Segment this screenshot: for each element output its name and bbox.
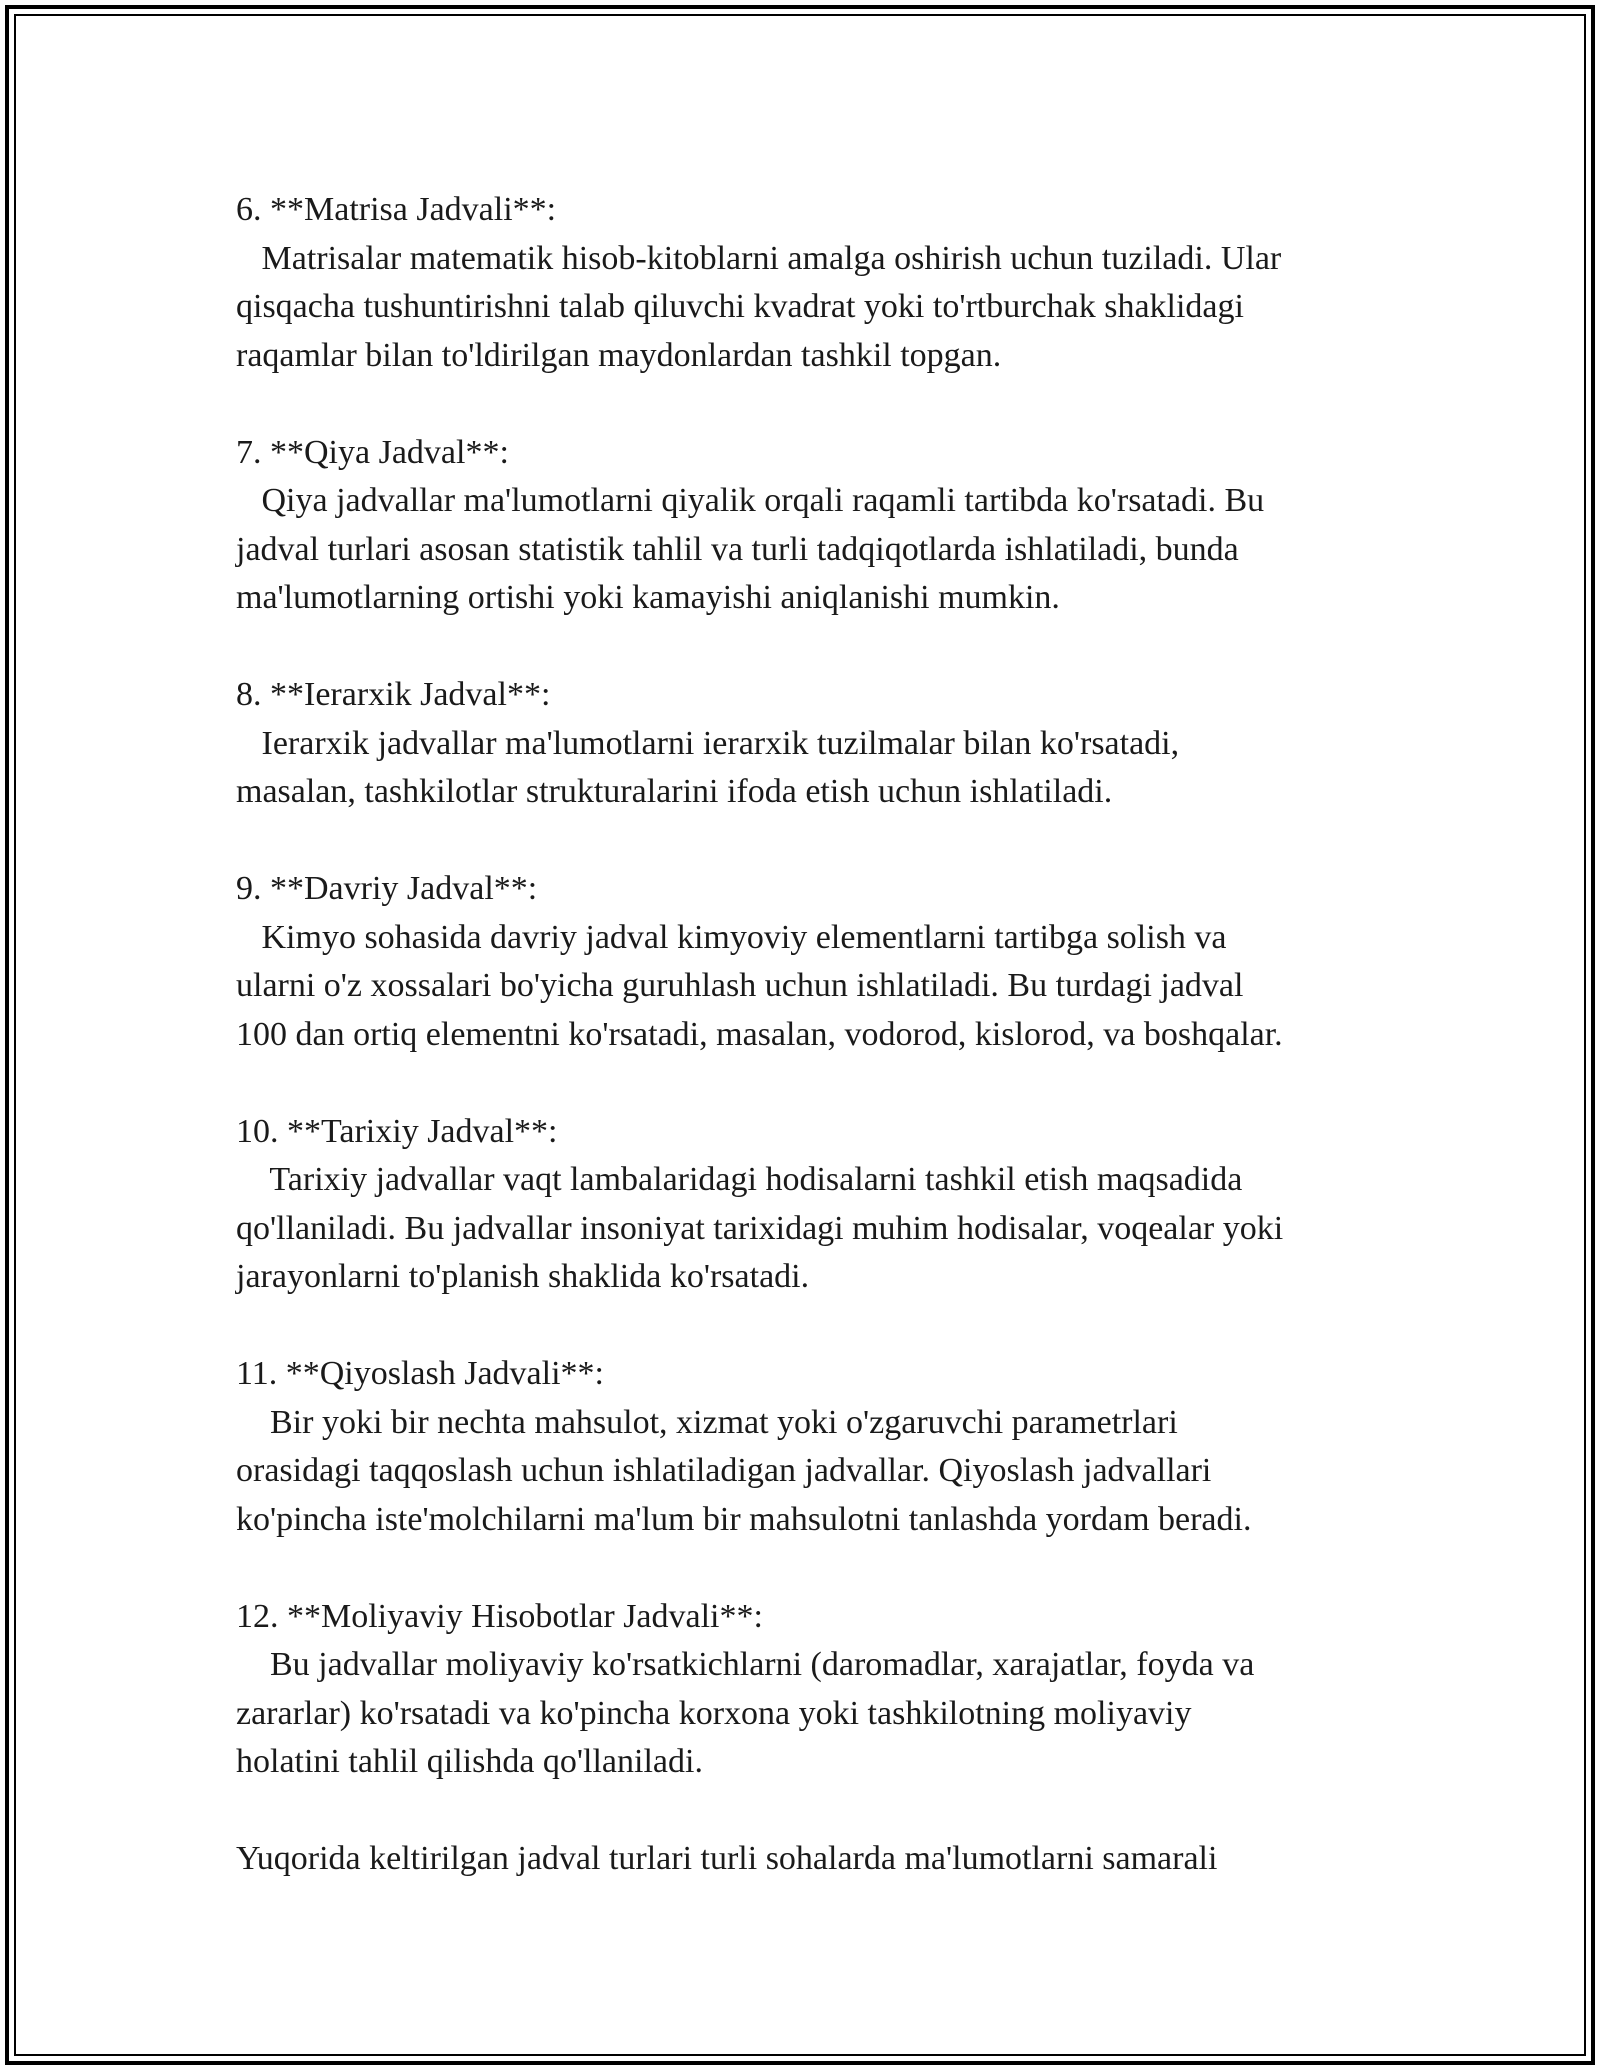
paragraph-line: raqamlar bilan to'ldirilgan maydonlardan tashkil topgan. <box>236 336 1002 374</box>
paragraph-line: qo'llaniladi. Bu jadvallar insoniyat tarixidagi muhim hodisalar, voqealar yoki <box>236 1209 1284 1247</box>
section-davriy-jadval <box>236 865 1386 1059</box>
paragraph-line: jarayonlarni to'planish shaklida ko'rsatadi. <box>236 1258 810 1295</box>
section-heading: 10. **Tarixiy Jadval**: <box>236 1112 558 1150</box>
paragraph-line: zararlar) ko'rsatadi va ko'pincha korxona yoki tashkilotning moliyaviy <box>236 1694 1192 1732</box>
section-heading: 6. **Matrisa Jadvali**: <box>236 191 557 228</box>
section-tarixiy-jadval <box>236 1108 1386 1302</box>
section-matrisa-jadvali <box>236 186 1386 380</box>
paragraph-line: qisqacha tushuntirishni talab qiluvchi kvadrat yoki to'rtburchak shaklidagi <box>236 288 1244 325</box>
paragraph-line: ularni o'z xossalari bo'yicha guruhlash uchun ishlatiladi. Bu turdagi jadval <box>236 967 1244 1004</box>
paragraph-line: jadval turlari asosan statistik tahlil va turli tadqiqotlarda ishlatiladi, bunda <box>236 530 1239 568</box>
paragraph-line: ko'pincha iste'molchilarni ma'lum bir mahsulotni tanlashda yordam beradi. <box>236 1500 1252 1538</box>
paragraph-line: 100 dan ortiq elementni ko'rsatadi, masalan, vodorod, kislorod, va boshqalar. <box>236 1015 1283 1053</box>
closing-paragraph: Yuqorida keltirilgan jadval turlari turli sohalarda ma'lumotlarni samarali <box>236 1840 1218 1877</box>
section-heading: 9. **Davriy Jadval**: <box>236 870 538 907</box>
paragraph-line: Qiya jadvallar ma'lumotlarni qiyalik orqali raqamli tartibda ko'rsatadi. Bu <box>236 482 1265 519</box>
paragraph-line: Ierarxik jadvallar ma'lumotlarni ierarxik tuzilmalar bilan ko'rsatadi, <box>236 724 1180 762</box>
section-heading: 7. **Qiya Jadval**: <box>236 433 509 471</box>
paragraph-line: Kimyo sohasida davriy jadval kimyoviy elementlarni tartibga solish va <box>236 918 1227 956</box>
paragraph-line: masalan, tashkilotlar strukturalarini ifoda etish uchun ishlatiladi. <box>236 773 1113 810</box>
paragraph-line: Tarixiy jadvallar vaqt lambalaridagi hodisalarni tashkil etish maqsadida <box>236 1161 1243 1198</box>
section-qiya-jadval <box>236 429 1386 623</box>
paragraph-line: Bir yoki bir nechta mahsulot, xizmat yoki o'zgaruvchi parametrlari <box>236 1403 1178 1441</box>
document-body <box>236 186 1386 1884</box>
paragraph-line: Matrisalar matematik hisob-kitoblarni amalga oshirish uchun tuziladi. Ular <box>236 239 1282 277</box>
paragraph-line: holatini tahlil qilishda qo'llaniladi. <box>236 1743 703 1780</box>
section-heading: 11. **Qiyoslash Jadvali**: <box>236 1355 604 1392</box>
paragraph-line: Bu jadvallar moliyaviy ko'rsatkichlarni (daromadlar, xarajatlar, foyda va <box>236 1646 1255 1683</box>
paragraph-line: ma'lumotlarning ortishi yoki kamayishi aniqlanishi mumkin. <box>236 579 1060 616</box>
section-ierarxik-jadval <box>236 671 1386 817</box>
section-heading: 12. **Moliyaviy Hisobotlar Jadvali**: <box>236 1597 763 1635</box>
paragraph-line: orasidagi taqqoslash uchun ishlatiladigan jadvallar. Qiyoslash jadvallari <box>236 1452 1212 1489</box>
section-moliyaviy-hisobotlar-jadvali <box>236 1593 1386 1787</box>
section-qiyoslash-jadvali <box>236 1350 1386 1544</box>
section-heading: 8. **Ierarxik Jadval**: <box>236 676 551 713</box>
